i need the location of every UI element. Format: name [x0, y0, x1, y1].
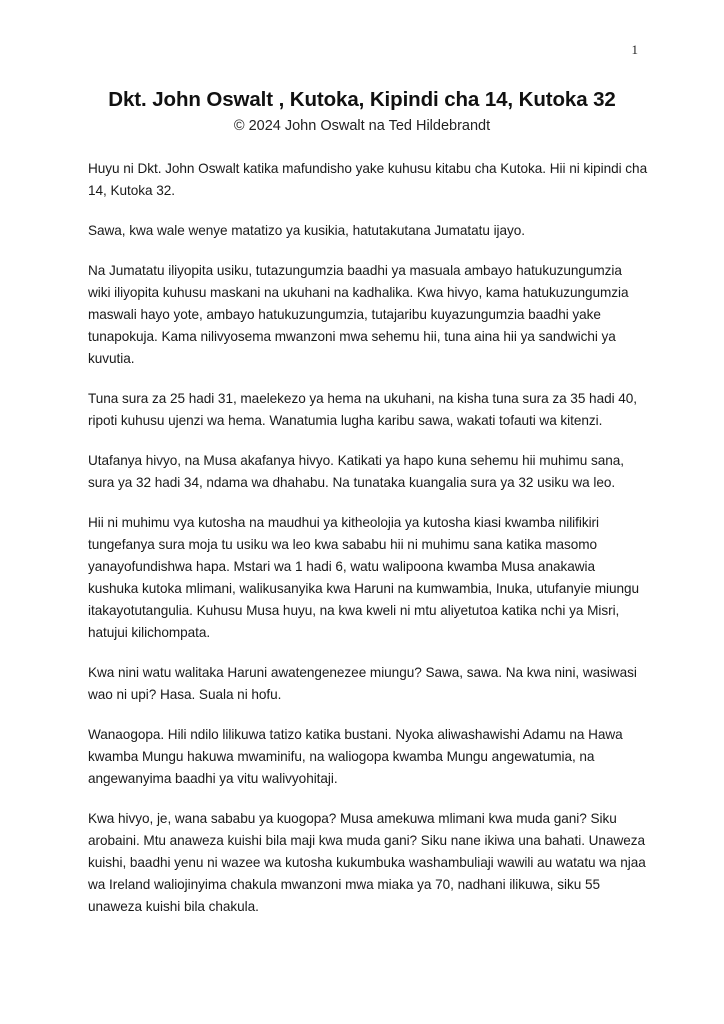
paragraph-6: Hii ni muhimu vya kutosha na maudhui ya kitheolojia ya kutosha kiasi kwamba nilifikiri tungefanya sura moja tu usiku wa leo kwa sababu hii ni muhimu sana katika masomo yanayofundishwa hapa. Mstari wa 1 hadi 6, watu walipoona kwamba Musa anakawia kushuka kutoka mlimani, walikusanyika kwa Haruni na kumwambia, Inuka, utufanyie miungu itakayotutangulia. Kuhusu Musa huyu, na kwa kweli ni mtu aliyetutoa katika nchi ya Misri, hatujui kilichompata. — [88, 515, 640, 640]
paragraph-1: Huyu ni Dkt. John Oswalt katika mafundisho yake kuhusu kitabu cha Kutoka. Hii ni kipindi cha 14, Kutoka 32. — [88, 161, 648, 198]
paragraph-7: Kwa nini watu walitaka Haruni awatengenezee miungu? Sawa, sawa. Na kwa nini, wasiwasi wao ni upi? Hasa. Suala ni hofu. — [88, 665, 637, 702]
paragraph-2: Sawa, kwa wale wenye matatizo ya kusikia, hatutakutana Jumatatu ijayo. — [88, 223, 526, 238]
page-number: 1 — [631, 42, 638, 57]
paragraph-9: Kwa hivyo, je, wana sababu ya kuogopa? Musa amekuwa mlimani kwa muda gani? Siku arobaini. Mtu anaweza kuishi bila maji kwa muda gani? Siku nane ikiwa una bahati. Unaweza kuishi, baadhi yenu ni wazee wa kutosha kukumbuka washambuliaji wawili au watatu wa njaa wa Ireland waliojinyima chakula mwanzoni mwa miaka ya 70, nadhani ilikuwa, siku 55 unaweza kuishi bila chakula. — [88, 811, 646, 914]
paragraph-3: Na Jumatatu iliyopita usiku, tutazungumzia baadhi ya masuala ambayo hatukuzungumzia wiki iliyopita kuhusu maskani na ukuhani na kadhalika. Kwa hivyo, kama hatukuzungumzia maswali hayo yote, ambayo hatukuzungumzia, tutajaribu kuyazungumzia baadhi yake tunapokuja. Kama nilivyosema mwanzoni mwa sehemu hii, tuna aina hii ya sandwichi ya kuvutia. — [88, 263, 629, 366]
document-body — [88, 158, 648, 936]
copyright-line: © 2024 John Oswalt na Ted Hildebrandt — [233, 118, 491, 134]
paragraph-4: Tuna sura za 25 hadi 31, maelekezo ya hema na ukuhani, na kisha tuna sura za 35 hadi 40, ripoti kuhusu ujenzi wa hema. Wanatumia lugha karibu sawa, wakati tofauti wa kitenzi. — [88, 391, 638, 428]
document-title: Dkt. John Oswalt , Kutoka, Kipindi cha 14, Kutoka 32 — [108, 88, 616, 111]
paragraph-5: Utafanya hivyo, na Musa akafanya hivyo. Katikati ya hapo kuna sehemu hii muhimu sana, sura ya 32 hadi 34, ndama wa dhahabu. Na tunataka kuangalia sura ya 32 usiku wa leo. — [88, 453, 625, 490]
paragraph-8: Wanaogopa. Hili ndilo lilikuwa tatizo katika bustani. Nyoka aliwashawishi Adamu na Hawa kwamba Mungu hakuwa mwaminifu, na waliogopa kwamba Mungu angewatumia, na angewanyima baadhi ya vitu walivyohitaji. — [88, 727, 623, 786]
